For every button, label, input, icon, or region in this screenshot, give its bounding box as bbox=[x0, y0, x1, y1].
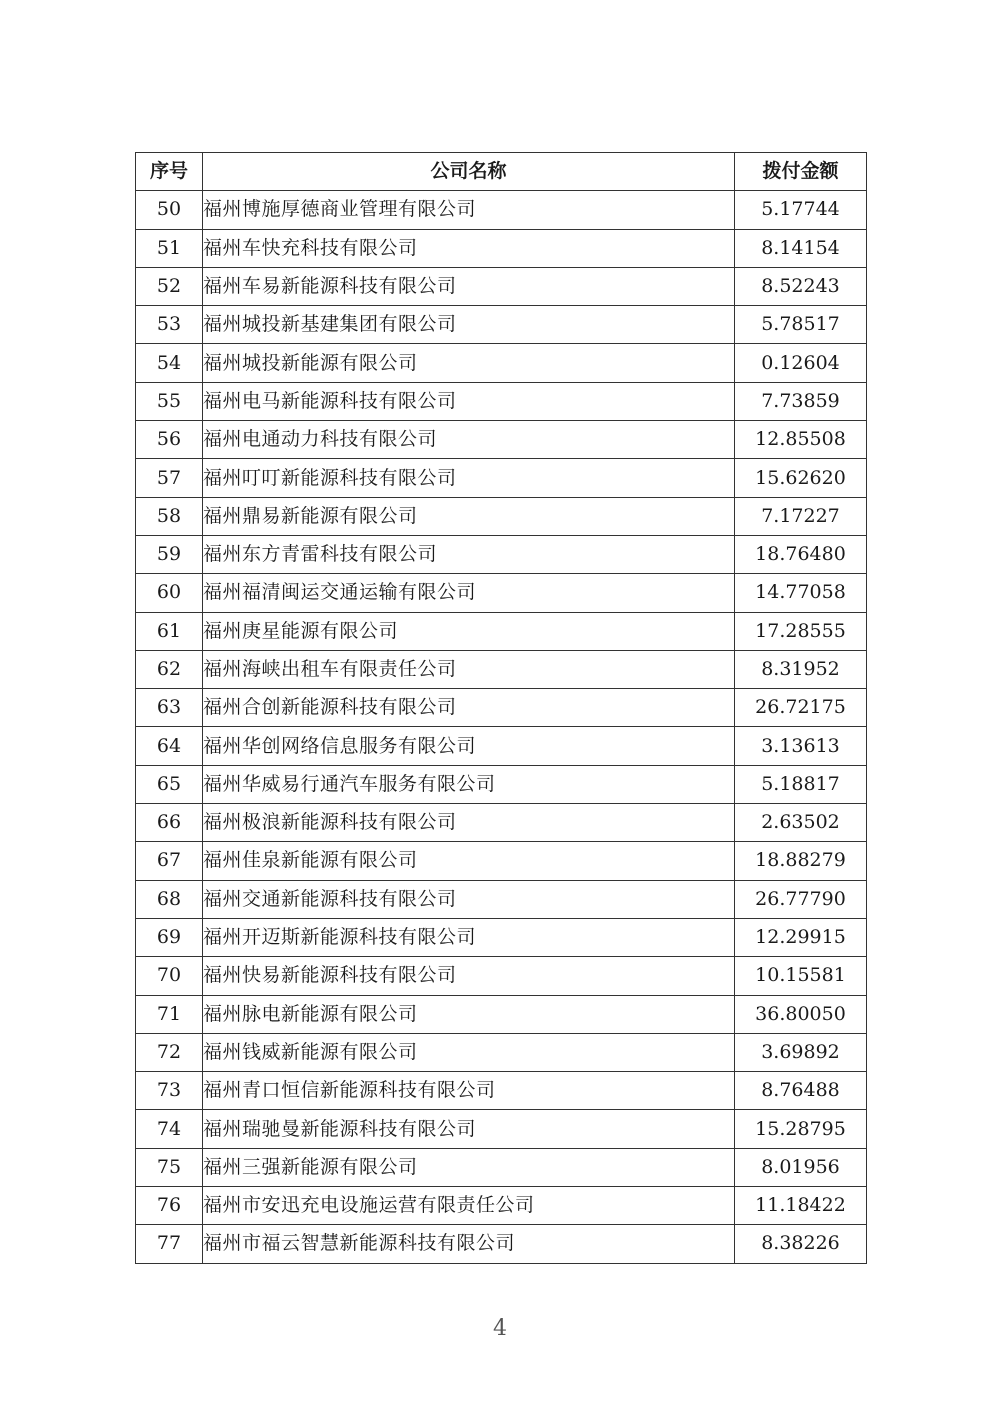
row-amount: 15.62620 bbox=[735, 459, 867, 497]
row-serial-number: 51 bbox=[136, 229, 203, 267]
row-serial-number: 73 bbox=[136, 1072, 203, 1110]
row-amount: 18.88279 bbox=[735, 842, 867, 880]
row-serial-number: 77 bbox=[136, 1225, 203, 1263]
row-company-name: 福州海峡出租车有限责任公司 bbox=[203, 650, 735, 688]
table-row bbox=[136, 1148, 867, 1186]
row-company-name: 福州车易新能源科技有限公司 bbox=[203, 267, 735, 305]
table-row bbox=[136, 842, 867, 880]
table-body bbox=[136, 191, 867, 1263]
table-row bbox=[136, 689, 867, 727]
row-serial-number: 50 bbox=[136, 191, 203, 229]
row-company-name: 福州交通新能源科技有限公司 bbox=[203, 880, 735, 918]
row-serial-number: 57 bbox=[136, 459, 203, 497]
table-row bbox=[136, 267, 867, 305]
row-company-name: 福州市福云智慧新能源科技有限公司 bbox=[203, 1225, 735, 1263]
row-company-name: 福州城投新能源有限公司 bbox=[203, 344, 735, 382]
table-row bbox=[136, 804, 867, 842]
row-amount: 36.80050 bbox=[735, 995, 867, 1033]
table-row bbox=[136, 229, 867, 267]
row-amount: 7.17227 bbox=[735, 497, 867, 535]
table-row bbox=[136, 574, 867, 612]
allocation-table bbox=[135, 152, 867, 1264]
row-amount: 3.69892 bbox=[735, 1033, 867, 1071]
row-company-name: 福州华威易行通汽车服务有限公司 bbox=[203, 765, 735, 803]
row-amount: 3.13613 bbox=[735, 727, 867, 765]
row-company-name: 福州华创网络信息服务有限公司 bbox=[203, 727, 735, 765]
table-row bbox=[136, 421, 867, 459]
table-row bbox=[136, 344, 867, 382]
table-row bbox=[136, 535, 867, 573]
row-amount: 5.18817 bbox=[735, 765, 867, 803]
row-amount: 26.72175 bbox=[735, 689, 867, 727]
row-amount: 8.76488 bbox=[735, 1072, 867, 1110]
row-company-name: 福州瑞驰曼新能源科技有限公司 bbox=[203, 1110, 735, 1148]
row-serial-number: 72 bbox=[136, 1033, 203, 1071]
row-serial-number: 61 bbox=[136, 612, 203, 650]
row-company-name: 福州电马新能源科技有限公司 bbox=[203, 382, 735, 420]
row-serial-number: 56 bbox=[136, 421, 203, 459]
row-serial-number: 59 bbox=[136, 535, 203, 573]
page-number: 4 bbox=[493, 1316, 507, 1341]
header-allocated-amount: 拨付金额 bbox=[735, 153, 867, 191]
row-company-name: 福州合创新能源科技有限公司 bbox=[203, 689, 735, 727]
row-amount: 18.76480 bbox=[735, 535, 867, 573]
table-row bbox=[136, 727, 867, 765]
row-serial-number: 74 bbox=[136, 1110, 203, 1148]
row-company-name: 福州东方青雷科技有限公司 bbox=[203, 535, 735, 573]
table-row bbox=[136, 957, 867, 995]
row-amount: 15.28795 bbox=[735, 1110, 867, 1148]
row-company-name: 福州车快充科技有限公司 bbox=[203, 229, 735, 267]
table-row bbox=[136, 1110, 867, 1148]
row-amount: 14.77058 bbox=[735, 574, 867, 612]
row-company-name: 福州青口恒信新能源科技有限公司 bbox=[203, 1072, 735, 1110]
row-company-name: 福州佳泉新能源有限公司 bbox=[203, 842, 735, 880]
row-company-name: 福州电通动力科技有限公司 bbox=[203, 421, 735, 459]
row-amount: 0.12604 bbox=[735, 344, 867, 382]
row-amount: 10.15581 bbox=[735, 957, 867, 995]
row-amount: 8.31952 bbox=[735, 650, 867, 688]
row-amount: 8.52243 bbox=[735, 267, 867, 305]
row-company-name: 福州博施厚德商业管理有限公司 bbox=[203, 191, 735, 229]
row-serial-number: 70 bbox=[136, 957, 203, 995]
row-amount: 5.78517 bbox=[735, 306, 867, 344]
row-company-name: 福州叮叮新能源科技有限公司 bbox=[203, 459, 735, 497]
row-serial-number: 63 bbox=[136, 689, 203, 727]
table-row bbox=[136, 918, 867, 956]
row-amount: 8.14154 bbox=[735, 229, 867, 267]
row-serial-number: 67 bbox=[136, 842, 203, 880]
row-serial-number: 71 bbox=[136, 995, 203, 1033]
table-row bbox=[136, 1225, 867, 1263]
table-row bbox=[136, 765, 867, 803]
row-amount: 26.77790 bbox=[735, 880, 867, 918]
row-serial-number: 53 bbox=[136, 306, 203, 344]
row-company-name: 福州鼎易新能源有限公司 bbox=[203, 497, 735, 535]
row-amount: 12.85508 bbox=[735, 421, 867, 459]
row-amount: 11.18422 bbox=[735, 1187, 867, 1225]
row-serial-number: 66 bbox=[136, 804, 203, 842]
table-row bbox=[136, 382, 867, 420]
table-row bbox=[136, 459, 867, 497]
row-company-name: 福州钱威新能源有限公司 bbox=[203, 1033, 735, 1071]
row-amount: 8.38226 bbox=[735, 1225, 867, 1263]
row-serial-number: 62 bbox=[136, 650, 203, 688]
row-serial-number: 54 bbox=[136, 344, 203, 382]
row-serial-number: 68 bbox=[136, 880, 203, 918]
table-row bbox=[136, 1033, 867, 1071]
row-serial-number: 75 bbox=[136, 1148, 203, 1186]
table-row bbox=[136, 995, 867, 1033]
row-amount: 5.17744 bbox=[735, 191, 867, 229]
header-company-name: 公司名称 bbox=[203, 153, 735, 191]
table-row bbox=[136, 650, 867, 688]
table-row bbox=[136, 306, 867, 344]
row-amount: 2.63502 bbox=[735, 804, 867, 842]
row-company-name: 福州脉电新能源有限公司 bbox=[203, 995, 735, 1033]
row-company-name: 福州庚星能源有限公司 bbox=[203, 612, 735, 650]
row-amount: 7.73859 bbox=[735, 382, 867, 420]
table-row bbox=[136, 191, 867, 229]
table-row bbox=[136, 612, 867, 650]
table-row bbox=[136, 1072, 867, 1110]
row-serial-number: 76 bbox=[136, 1187, 203, 1225]
table-header-row bbox=[136, 153, 867, 191]
row-amount: 12.29915 bbox=[735, 918, 867, 956]
row-company-name: 福州市安迅充电设施运营有限责任公司 bbox=[203, 1187, 735, 1225]
row-company-name: 福州开迈斯新能源科技有限公司 bbox=[203, 918, 735, 956]
row-serial-number: 52 bbox=[136, 267, 203, 305]
row-serial-number: 64 bbox=[136, 727, 203, 765]
row-serial-number: 60 bbox=[136, 574, 203, 612]
row-company-name: 福州城投新基建集团有限公司 bbox=[203, 306, 735, 344]
row-serial-number: 65 bbox=[136, 765, 203, 803]
row-serial-number: 58 bbox=[136, 497, 203, 535]
table-row bbox=[136, 1187, 867, 1225]
row-amount: 8.01956 bbox=[735, 1148, 867, 1186]
table-row bbox=[136, 497, 867, 535]
row-company-name: 福州极浪新能源科技有限公司 bbox=[203, 804, 735, 842]
row-company-name: 福州快易新能源科技有限公司 bbox=[203, 957, 735, 995]
row-serial-number: 69 bbox=[136, 918, 203, 956]
row-company-name: 福州三强新能源有限公司 bbox=[203, 1148, 735, 1186]
row-amount: 17.28555 bbox=[735, 612, 867, 650]
row-serial-number: 55 bbox=[136, 382, 203, 420]
header-serial-number: 序号 bbox=[136, 153, 203, 191]
row-company-name: 福州福清闽运交通运输有限公司 bbox=[203, 574, 735, 612]
table-row bbox=[136, 880, 867, 918]
